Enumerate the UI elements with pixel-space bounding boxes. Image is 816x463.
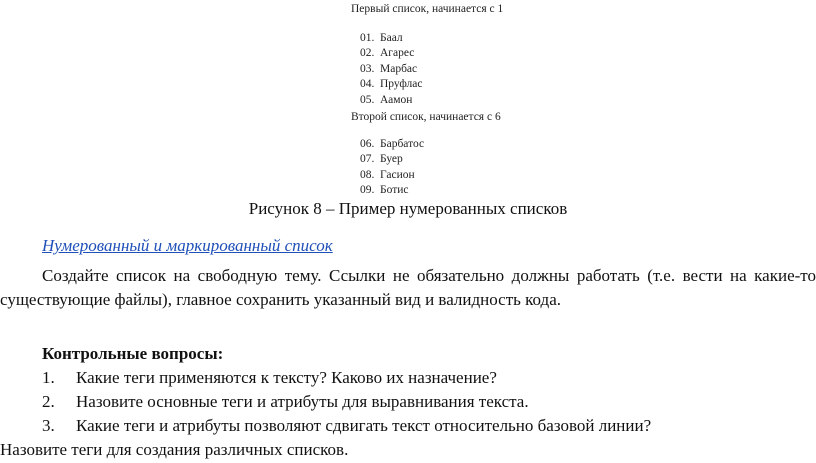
list-item: 08. Гасион [360, 168, 415, 181]
list1-heading: Первый список, начинается с 1 [351, 3, 504, 15]
task-paragraph: Создайте список на свободную тему. Ссылки не обязательно должны работать (т.е. вести на какие-то существующие файлы), главное сохранить указанный вид и валидность кода. [0, 266, 816, 309]
list-item: 07. Буер [360, 153, 403, 166]
figure-caption: Рисунок 8 – Пример нумерованных списков [248, 199, 568, 218]
question-item: 1. Какие теги применяются к тексту? Каково их назначение? [42, 368, 497, 387]
questions-title: Контрольные вопросы: [42, 344, 224, 363]
question-item: 3. Какие теги и атрибуты позволяют сдвигать текст относительно базовой линии? [42, 416, 652, 435]
list2 [360, 137, 424, 199]
lists-link[interactable]: Нумерованный и маркированный список [42, 236, 333, 255]
list-item: 03. Марбас [360, 62, 418, 75]
list-item: 04. Пруфлас [360, 78, 423, 91]
question-continuation: Назовите теги для создания различных списков. [0, 440, 349, 459]
list-item: 09. Ботис [360, 184, 409, 197]
list-item: 01. Баал [360, 32, 403, 44]
list-item: 05. Аамон [360, 93, 413, 106]
list-item: 02. Агарес [360, 47, 415, 60]
question-item: 2. Назовите основные теги и атрибуты для выравнивания текста. [42, 392, 529, 411]
list-item: 06. Барбатос [360, 138, 425, 150]
list2-heading: Второй список, начинается с 6 [351, 111, 501, 123]
list1 [360, 31, 422, 108]
